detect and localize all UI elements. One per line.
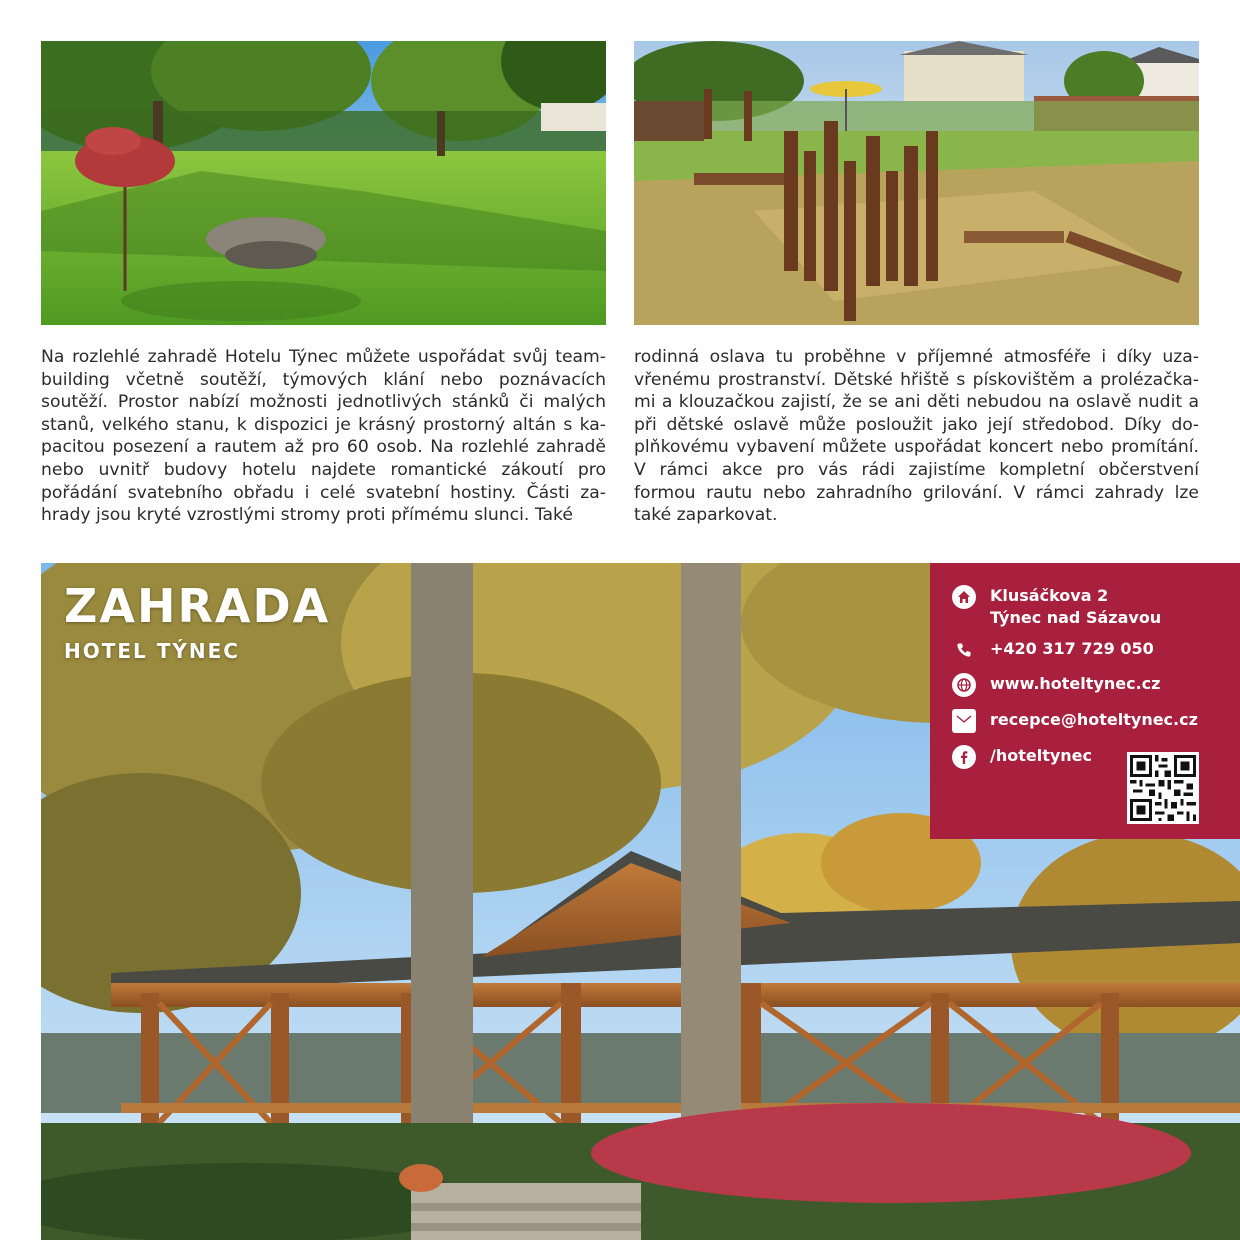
playground-photo — [634, 41, 1199, 325]
globe-icon — [952, 673, 976, 697]
facebook-icon — [952, 745, 976, 769]
qr-code — [1127, 752, 1199, 824]
website-link[interactable]: www.hoteltynec.cz — [990, 674, 1161, 693]
facebook-row — [952, 745, 1092, 769]
web-row — [952, 673, 1160, 697]
address-line-1: Klusáčkova 2 — [990, 586, 1109, 605]
email-row — [952, 709, 1198, 733]
facebook-link[interactable]: /hoteltynec — [990, 746, 1093, 765]
phone-icon — [952, 638, 976, 662]
section-title — [64, 578, 330, 664]
mail-icon — [952, 709, 976, 733]
address-line-2: Týnec nad Sázavou — [990, 608, 1162, 627]
intro-text-left: Na rozlehlé zahradě Hotelu Týnec můžete uspořádat svůj teambuilding včetně soutěží, týmových klání nebo poznávacích soutěží. Prostor nabízí možnosti jednotlivých stánků či malých stanů, velkého stanu, k dispozici je krásný prostorný altán s kapacitou posezení a rautem až pro 60 osob. Na rozlehlé zahradě nebo uvnitř budovy hotelu najdete romantické zákoutí pro pořádání svatebního obřadu i celé svatební hostiny. Části zahrady jsou kryté vzrostlými stromy proti přímému slunci. Také — [41, 347, 606, 526]
address-row — [952, 585, 1161, 629]
phone-row — [952, 638, 1154, 662]
title-zahrada: ZAHRADA — [64, 579, 331, 633]
subtitle-hotel: HOTEL TÝNEC — [64, 639, 240, 663]
phone-number[interactable]: +420 317 729 050 — [990, 639, 1154, 658]
email-link[interactable]: recepce@hoteltynec.cz — [990, 710, 1198, 729]
contact-panel — [930, 563, 1240, 839]
intro-text-right: rodinná oslava tu proběhne v příjemné atmosféře i díky uzavřenému prostranství. Dětské hřiště s pískovištěm a prolézačkami a klouzačkou zajistí, že se ani děti nebudou na oslavě nudit a při dětské oslavě může posloužit jako její středobod. Díky doplňkovému vybavení můžete uspořádat koncert nebo promítání. V rámci akce pro vás rádi zajistíme kompletní občerstvení formou rautu nebo zahradního grilování. V rámci zahrady lze také zaparkovat. — [634, 347, 1199, 526]
garden-lawn-photo — [41, 41, 606, 325]
home-icon — [952, 585, 976, 609]
